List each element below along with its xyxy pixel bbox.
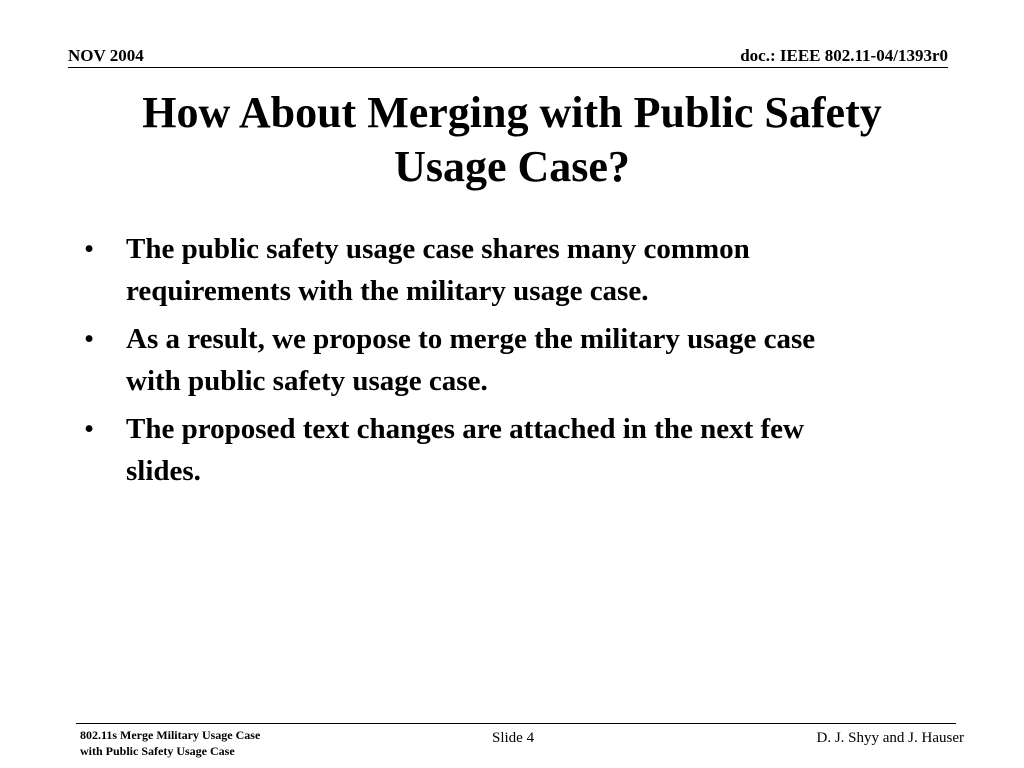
- footer-doc-title-line-2: with Public Safety Usage Case: [80, 744, 235, 758]
- header-date: NOV 2004: [68, 46, 144, 65]
- footer-slide-number: Slide 4: [492, 730, 535, 746]
- bullet-text-line-2: slides.: [126, 455, 201, 487]
- slide-title-line-2: Usage Case?: [394, 142, 630, 191]
- bullet-icon: •: [84, 323, 95, 355]
- bullet-text-line-2: with public safety usage case.: [126, 365, 488, 397]
- bullet-item: [84, 228, 964, 312]
- bullet-text-line-1: The proposed text changes are attached in the next few: [126, 413, 804, 445]
- footer-doc-title: [80, 727, 260, 759]
- bullet-text-line-2: requirements with the military usage case.: [126, 275, 649, 307]
- slide-title: [80, 86, 944, 194]
- footer-divider: [76, 723, 956, 724]
- slide-title-line-1: How About Merging with Public Safety: [142, 88, 882, 137]
- footer-doc-title-line-1: 802.11s Merge Military Usage Case: [80, 728, 261, 742]
- bullet-text-line-1: As a result, we propose to merge the military usage case: [126, 323, 816, 355]
- bullet-icon: •: [84, 233, 95, 265]
- bullet-item: [84, 318, 964, 402]
- header-doc-id: doc.: IEEE 802.11-04/1393r0: [740, 46, 948, 65]
- bullet-text-line-1: The public safety usage case shares many common: [126, 233, 750, 265]
- bullet-icon: •: [84, 413, 95, 445]
- bullet-list: [84, 228, 964, 498]
- bullet-item: [84, 408, 964, 492]
- footer-authors: D. J. Shyy and J. Hauser: [816, 730, 964, 746]
- header-divider: [68, 67, 948, 68]
